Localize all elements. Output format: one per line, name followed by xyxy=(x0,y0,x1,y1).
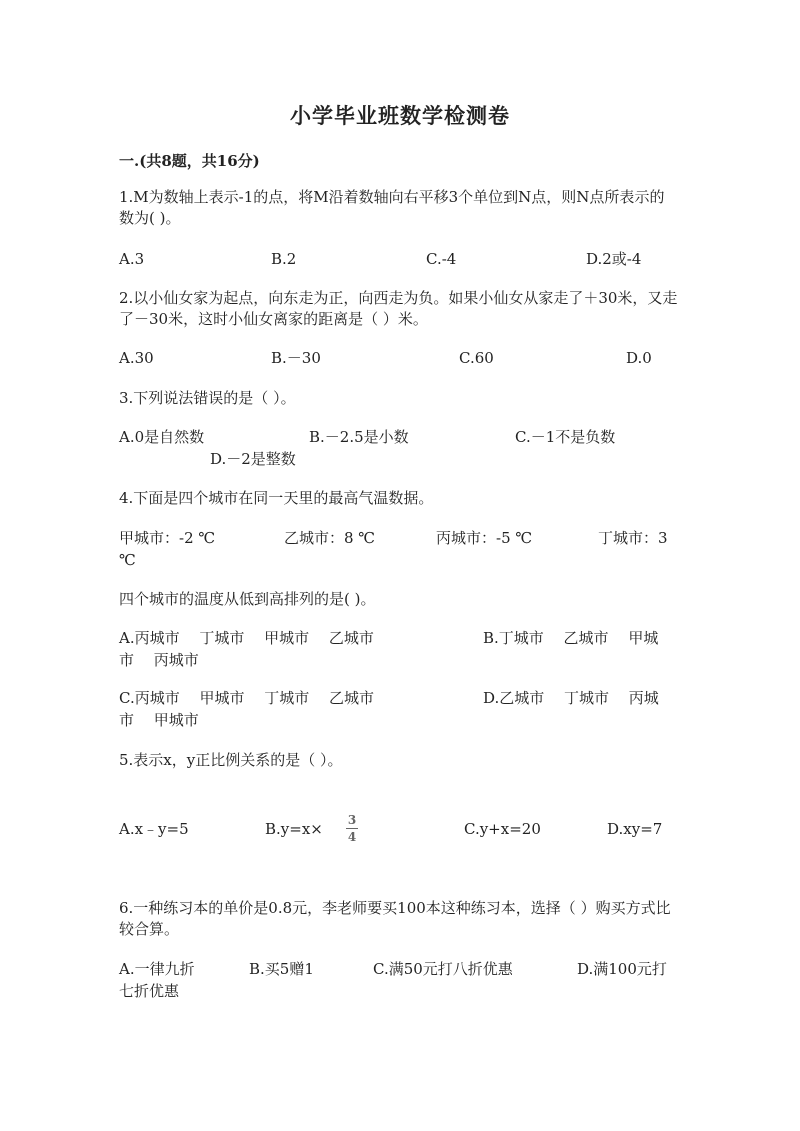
question-5-option-a[interactable]: A.x﹣y=5 xyxy=(119,820,189,838)
fraction-denominator: 4 xyxy=(347,830,357,844)
temp-unit-wrap: ℃ xyxy=(119,551,136,569)
question-6-option-a[interactable]: A.一律九折 xyxy=(119,960,195,978)
temp-city-yi: 乙城市：8 ℃ xyxy=(284,529,376,547)
question-5-option-d[interactable]: D.xy=7 xyxy=(607,820,663,838)
temp-city-ding: 丁城市：3 xyxy=(598,529,668,547)
fraction-three-quarters xyxy=(344,813,360,844)
question-1-option-c[interactable]: C.-4 xyxy=(426,250,457,268)
question-5-option-c[interactable]: C.y+x=20 xyxy=(464,820,541,838)
question-3-option-d[interactable]: D.－2是整数 xyxy=(210,450,296,468)
question-6-option-wrap: 七折优惠 xyxy=(119,982,180,1000)
question-4-option-wrap-2: 市 甲城市 xyxy=(119,711,199,729)
temp-city-bing: 丙城市：-5 ℃ xyxy=(436,529,533,547)
question-4-option-c[interactable]: C.丙城市 甲城市 丁城市 乙城市 xyxy=(119,689,375,707)
question-4-option-wrap-1: 市 丙城市 xyxy=(119,651,199,669)
question-1-option-b[interactable]: B.2 xyxy=(271,250,297,268)
question-1-option-d[interactable]: D.2或-4 xyxy=(586,250,642,268)
question-5-option-b[interactable]: B.y=x× xyxy=(265,820,323,838)
question-1-option-a[interactable]: A.3 xyxy=(119,250,145,268)
section-header: 一.(共8题，共16分) xyxy=(119,152,260,170)
question-6-stem: 6.一种练习本的单价是0.8元，李老师要买100本这种练习本，选择（ ）购买方式比较合算。 xyxy=(119,899,671,938)
question-3-option-a[interactable]: A.0是自然数 xyxy=(119,428,205,446)
page-title: 小学毕业班数学检测卷 xyxy=(290,103,510,128)
question-4-option-a[interactable]: A.丙城市 丁城市 甲城市 乙城市 xyxy=(119,629,374,647)
question-1-stem: 1.M为数轴上表示-1的点，将M沿着数轴向右平移3个单位到N点，则N点所表示的数为( )。 xyxy=(119,188,665,227)
fraction-bar xyxy=(346,828,358,829)
question-6-option-d[interactable]: D.满100元打 xyxy=(577,960,667,978)
question-2-option-d[interactable]: D.0 xyxy=(626,349,652,367)
temp-city-jia: 甲城市：-2 ℃ xyxy=(119,529,216,547)
question-3-option-c[interactable]: C.－1不是负数 xyxy=(515,428,616,446)
question-4-stem: 4.下面是四个城市在同一天里的最高气温数据。 xyxy=(119,489,434,507)
question-2-option-b[interactable]: B.－30 xyxy=(271,349,321,367)
question-2-option-c[interactable]: C.60 xyxy=(459,349,494,367)
question-5-stem: 5.表示x，y正比例关系的是（ ）。 xyxy=(119,751,343,769)
question-2-stem: 2.以小仙女家为起点，向东走为正，向西走为负。如果小仙女从家走了＋30米，又走了－30米，这时小仙女离家的距离是（ ）米。 xyxy=(119,289,678,328)
question-4-prompt: 四个城市的温度从低到高排列的是( )。 xyxy=(119,590,376,608)
question-4-option-b[interactable]: B.丁城市 乙城市 甲城 xyxy=(483,629,659,647)
question-6-option-b[interactable]: B.买5赠1 xyxy=(249,960,314,978)
question-3-option-b[interactable]: B.－2.5是小数 xyxy=(309,428,409,446)
question-3-stem: 3.下列说法错误的是（ ）。 xyxy=(119,389,296,407)
question-6-option-c[interactable]: C.满50元打八折优惠 xyxy=(373,960,513,978)
fraction-numerator: 3 xyxy=(347,813,357,827)
question-4-option-d[interactable]: D.乙城市 丁城市 丙城 xyxy=(483,689,659,707)
question-2-option-a[interactable]: A.30 xyxy=(119,349,154,367)
